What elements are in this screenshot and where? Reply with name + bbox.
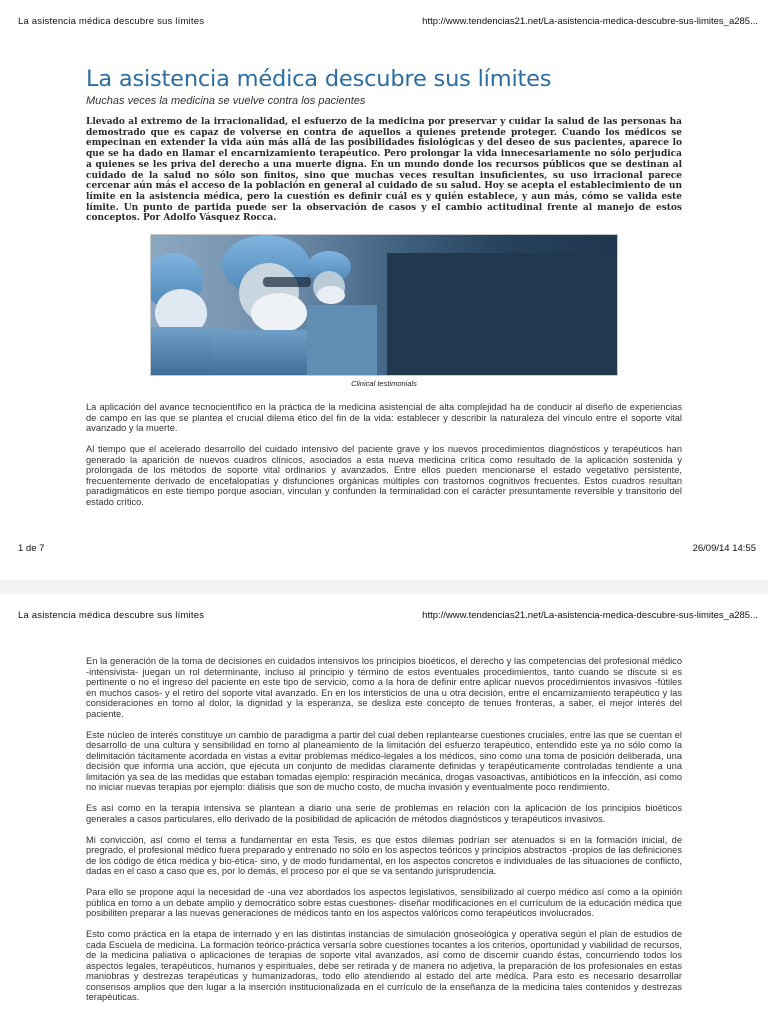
paragraph: Para ello se propone aquí la necesidad de -una vez abordados los aspectos legislativos, sensibilizado al cuerpo médico así como a la opinión pública en torno a un debate amplio y democrático sobre estas cuestiones- diseñar modificaciones en el currículum de la educación médica que posibiliten preparar a las nuevas generaciones de médicos tanto en los aspectos valóricos como terapéuticos involucrados. bbox=[86, 887, 682, 918]
print-header-title: La asistencia médica descubre sus límites bbox=[18, 610, 205, 621]
paragraph: Esto como práctica en la etapa de internado y en las distintas instancias de simulación gnoseológica y operativa según el plan de estudios de cada Escuela de medicina. La formación teórico-práctica versaría sobre cuestiones tocantes a los criterios, oportunidad y viabilidad de recursos, de la medicina paliativa o aplicaciones de terapias de soporte vital avanzados, así como de discernir cuando éstas, concurriendo todos los aspectos legales, terapéuticos, humanos y espirituales, debe ser retirada y de manera no adjetiva, la preparación de los profesionales en estas maniobras y destrezas terapéuticas y humanizadoras, todo ello atendiendo al estado del arte médica. Para esto es necesario desarrollar consensos amplios que den lugar a la inserción institucionalizada en el currículo de la enseñanza de la medicina tales contenidos y destrezas terapéuticas. bbox=[86, 929, 682, 1002]
article-lead: Llevado al extremo de la irracionalidad, el esfuerzo de la medicina por preservar y cuidar la salud de las personas ha demostrado que es capaz de volverse en contra de aquellos a quienes pretende proteger. Cuando los médicos se empecinan en extender la vida aún más allá de las posibilidades fisiológicas y del deseo de sus pacientes, aparece lo que se ha dado en llamar el encarnizamiento terapéutico. Pero prolongar la vida innecesariamente no sólo perjudica a quienes se les priva del derecho a una muerte digna. En un mundo donde los recursos públicos que se destinan al cuidado de la salud no sólo son finitos, sino que muchas veces resultan insuficientes, su uso irracional parece cercenar aún más el acceso de la población en general al cuidado de su salud. Hoy se acepta el establecimiento de un límite en la asistencia médica, pero la cuestión es definir cuál es y quién establece, y aun más, cómo se valida este límite. Un punto de partida puede ser la observación de casos y el cambio actitudinal frente al manejo de estos conceptos. Por Adolfo Vásquez Rocca. bbox=[86, 117, 682, 224]
pdf-page-2 bbox=[0, 594, 768, 1024]
print-header-url[interactable]: http://www.tendencias21.net/La-asistencia-medica-descubre-sus-limites_a285... bbox=[422, 610, 758, 621]
page-counter: 1 de 7 bbox=[18, 543, 45, 554]
paragraph: Este núcleo de interés constituye un cambio de paradigma a partir del cual deben replantearse cuestiones cruciales, entre las que se cuentan el desarrollo de una cultura y sensibilidad en torno al planeamiento de la limitación del esfuerzo terapéutico, entendido este ya no sólo como la delimitación tácitamente acordada en vistas a evitar problemas médico-legales a los médicos, sino como una toma de posición deliberada, una decisión que informa una acción, que ejecuta un conjunto de medidas claramente definidas y terapéuticamente controladas tendiente a una limitación ya sea de las medidas que estaban tomadas ejemplo: respiración mecánica, drogas vasoactivas, antibióticos en la infección, así como no iniciar nuevas terapias por ejemplo: diálisis que son de mucho costo, de mucha invasión y eventualmente poco rendimiento. bbox=[86, 729, 682, 792]
page-separator bbox=[0, 580, 768, 594]
article-title: La asistencia médica descubre sus límites bbox=[86, 66, 552, 92]
print-header-url[interactable]: http://www.tendencias21.net/La-asistencia-medica-descubre-sus-limites_a285... bbox=[422, 16, 758, 27]
article-image bbox=[150, 234, 618, 376]
paragraph: La aplicación del avance tecnocientífico en la práctica de la medicina asistencial de alta complejidad ha de conducir al diseño de experiencias de campo en las que se plantea el crucial dilema ético del fin de la vida: establecer y describir la naturaleza del vínculo entre el soporte vital avanzado y la muerte. bbox=[86, 402, 682, 433]
paragraph: Al tiempo que el acelerado desarrollo del cuidado intensivo del paciente grave y los nuevos procedimientos diagnósticos y terapéuticos han generado la aparición de nuevos cuadros clínicos, asociados a esta nueva medicina crítica como resultado de la aplicación sostenida y prolongada de los métodos de soporte vital ordinarios y avanzados. Entre ellos pueden mencionarse el estado vegetativo persistente, frecuentemente derivado de encefalopatías y disfunciones orgánicas múltiples con trastornos cognitivos frecuentes. Estos cuadros resultan paradigmáticos en este tiempo porque asocian, vinculan y confunden la terminalidad con el carácter presuntamente reversible y transitorio del estado crítico. bbox=[86, 444, 682, 507]
print-header bbox=[18, 10, 758, 27]
article-subtitle: Muchas veces la medicina se vuelve contra los pacientes bbox=[86, 95, 366, 107]
image-caption: Clinical testimonials bbox=[351, 379, 417, 388]
print-header-title: La asistencia médica descubre sus límites bbox=[18, 16, 205, 27]
article-body-page2 bbox=[86, 656, 682, 1013]
surgeons-illustration bbox=[151, 235, 618, 376]
print-header bbox=[18, 604, 758, 621]
paragraph: En la generación de la toma de decisiones en cuidados intensivos los principios bioéticos, el derecho y las competencias del profesional médico -intensivista- juegan un rol determinante, incluso al principio y término de estos eventuales procedimientos, tanto cuando se discute si es pertinente o no el ingreso del paciente en este tipo de servicio, como a la hora de definir entre aplicar nuevos procedimientos invasivos -fútiles en muchos casos- y el retiro del soporte vital avanzado. En en los intersticios de una u otra decisión, entre el encarnizamiento terapéutico y las consideraciones en torno al dolor, la dignidad y la esperanza, se desliza este concepto de tenues fronteras, a saber, el mejor interés del paciente. bbox=[86, 656, 682, 719]
print-footer bbox=[18, 543, 756, 557]
paragraph: Mi convicción, así como el tema a fundamentar en esta Tesis, es que estos dilemas podrían ser atenuados si en la formación inicial, de pregrado, el profesional médico fuera preparado y entrenado no sólo en los aspectos teóricos y principios abstractos -propios de las definiciones de los código de ética médica y bio-ética- sino, y de modo fundamental, en los aspectos concretos e individuales de las situaciones de conflicto, dadas en el caso a caso que es, por lo demás, el proceso por el que se va sentando jurisprudencia. bbox=[86, 834, 682, 876]
paragraph: Es así como en la terapia intensiva se plantean a diario una serie de problemas en relación con la aplicación de los principios bioéticos generales a casos particulares, ello derivado de la posibilidad de aplicación de métodos diagnósticos y terapéuticos invasivos. bbox=[86, 803, 682, 824]
print-datetime: 26/09/14 14:55 bbox=[692, 543, 756, 554]
article-body-page1 bbox=[86, 402, 682, 518]
